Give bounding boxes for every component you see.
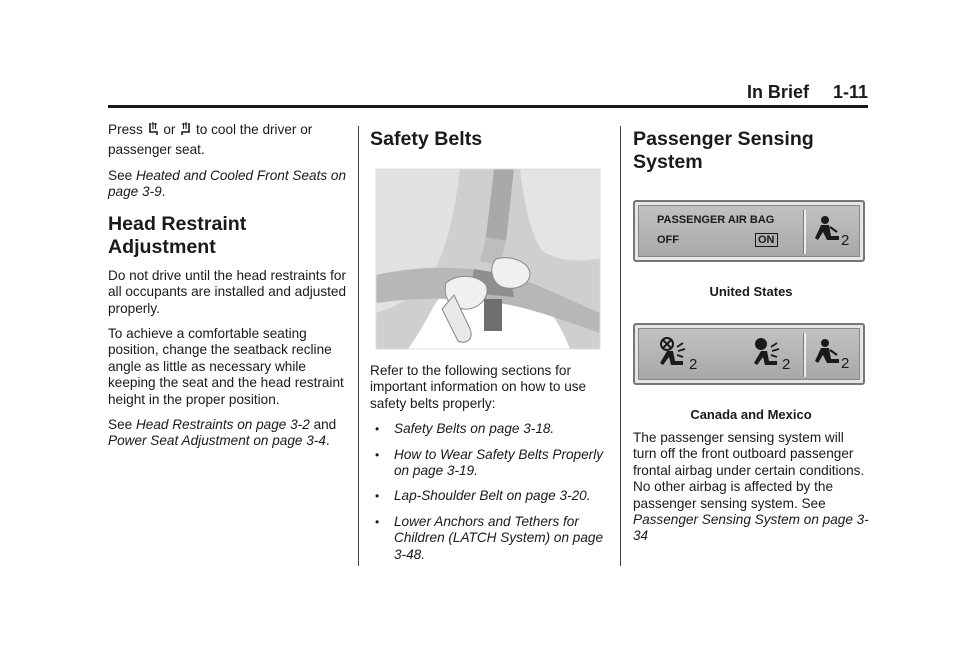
header-page-number: 1-11 <box>832 82 868 102</box>
panel-us-off-label: OFF <box>657 234 679 246</box>
caption-united-states: United States <box>709 284 793 299</box>
panel-cm-icon3-subscript: 2 <box>841 355 850 372</box>
panel-cm-icon2-subscript: 2 <box>782 356 791 373</box>
airbag-passenger-icon <box>813 214 843 248</box>
head-restraint-para-2: To achieve a comfortable seating position, change the seatback recline angle as little as necessary while keeping the seat and the head restraint height in the proper position. <box>108 326 344 407</box>
column-divider-2 <box>620 126 621 566</box>
passenger-sensing-para: The passenger sensing system will turn off the front outboard passenger frontal airbag under certain conditions. No other airbag is affected by the passenger sensing system. See Passenger Sensing System on page 3-34 <box>633 430 869 544</box>
header-rule <box>108 105 868 108</box>
column-1 <box>108 120 348 459</box>
heading-safety-belts: Safety Belts <box>370 128 483 150</box>
ref-how-to-wear[interactable]: • How to Wear Safety Belts Properly on page 3-19. <box>370 447 606 480</box>
panel-us-on-label: ON <box>755 233 778 247</box>
ref-heated-cooled-seats[interactable]: Heated and Cooled Front Seats on page 3-9 <box>108 168 347 200</box>
page-header <box>108 82 868 104</box>
cooled-seat-driver-icon <box>147 121 160 137</box>
panel-us-line1: PASSENGER AIR BAG <box>657 214 775 226</box>
header-section: In Brief <box>746 82 809 102</box>
panel-cm-icon1-subscript: 2 <box>689 356 698 373</box>
safety-belt-illustration <box>370 163 606 353</box>
ref-lap-shoulder[interactable]: • Lap-Shoulder Belt on page 3-20. <box>370 488 606 504</box>
column-3 <box>633 120 869 554</box>
see-head-restraints: See Head Restraints on page 3-2 and Power Seat Adjustment on page 3-4. <box>108 417 337 449</box>
column-divider-1 <box>358 126 359 566</box>
panel-us-divider <box>803 210 806 254</box>
panel-cm-divider <box>803 333 806 377</box>
ref-passenger-sensing[interactable]: Passenger Sensing System on page 3-34 <box>633 512 869 544</box>
safety-belt-references <box>370 421 606 563</box>
airbag-status-panel-us <box>633 200 865 262</box>
heading-passenger-sensing: Passenger Sensing System <box>633 128 814 173</box>
press-instruction: Press or to cool the driver or passenger seat. <box>108 122 313 157</box>
ref-latch[interactable]: • Lower Anchors and Tethers for Children (LATCH System) on page 3-48. <box>370 514 606 563</box>
ref-head-restraints[interactable]: Head Restraints on page 3-2 <box>135 417 310 433</box>
airbag-off-icon <box>657 335 691 371</box>
airbag-status-panel-canada-mexico <box>633 323 865 385</box>
head-restraint-para-1: Do not drive until the head restraints for all occupants are installed and adjusted properly. <box>108 267 347 316</box>
caption-canada-mexico: Canada and Mexico <box>690 407 812 422</box>
see-heated-cooled-seats: See Heated and Cooled Front Seats on page 3-9. <box>108 168 347 200</box>
safety-belts-intro: Refer to the following sections for important information on how to use safety belts properly: <box>370 363 587 411</box>
header-title <box>747 82 868 103</box>
airbag-on-icon <box>751 335 785 371</box>
panel-us-icon-subscript: 2 <box>841 232 850 249</box>
ref-power-seat[interactable]: Power Seat Adjustment on page 3-4 <box>108 433 326 449</box>
heading-head-restraint: Head Restraint Adjustment <box>108 212 247 258</box>
airbag-passenger-icon-2 <box>813 337 843 371</box>
column-2 <box>370 120 606 572</box>
cooled-seat-passenger-icon <box>179 121 192 137</box>
ref-safety-belts[interactable]: • Safety Belts on page 3-18. <box>370 421 606 437</box>
